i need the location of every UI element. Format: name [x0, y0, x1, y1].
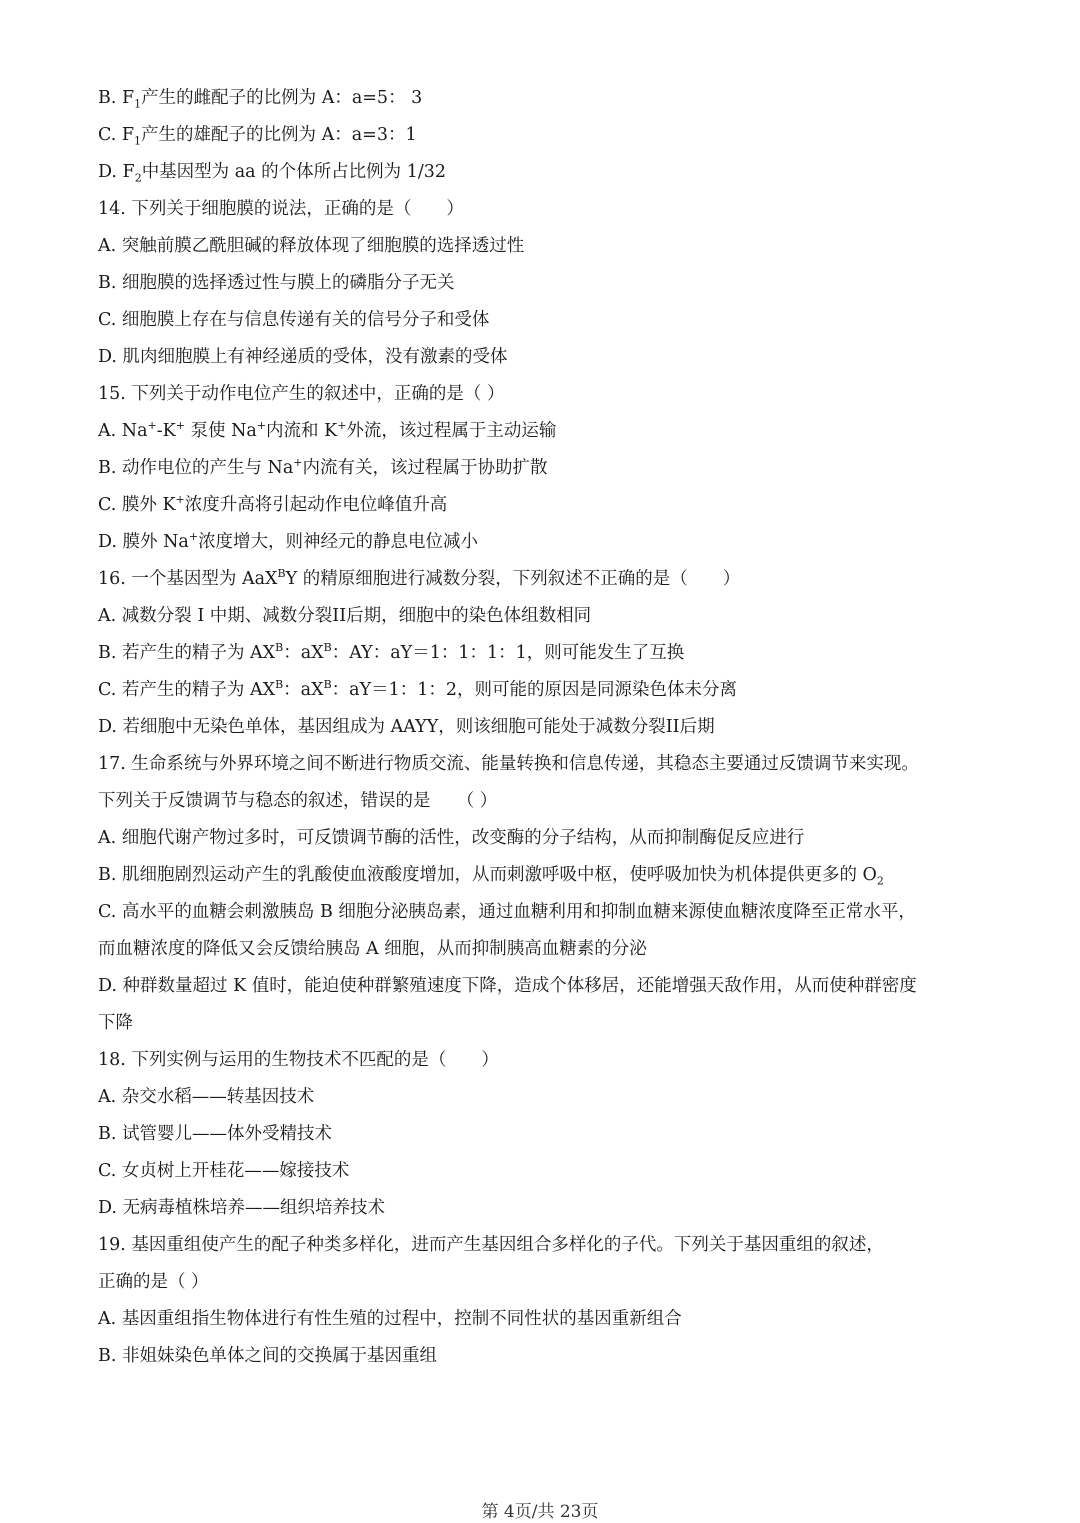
option-15d: D. 膜外 Na+浓度增大，则神经元的静息电位减小 — [98, 530, 479, 552]
question-17-line-1: 17. 生命系统与外界环境之间不断进行物质交流、能量转换和信息传递，其稳态主要通过反馈调节来实现。 — [98, 754, 919, 774]
option-18b: B. 试管婴儿——体外受精技术 — [98, 1124, 332, 1144]
option-13c: C. $F_1$产生的雄配子的比例为 A：a=3：1 — [98, 125, 417, 148]
page-content — [98, 80, 988, 1375]
option-19b: B. 非姐妹染色单体之间的交换属于基因重组 — [98, 1346, 437, 1366]
question-19-line-1: 19. 基因重组使产生的配子种类多样化，进而产生基因组合多样化的子代。下列关于基因重组的叙述， — [98, 1235, 884, 1255]
question-17-line-2: 下列关于反馈调节与稳态的叙述，错误的是 （ ） — [98, 791, 498, 811]
option-14c: C. 细胞膜上存在与信息传递有关的信号分子和受体 — [98, 310, 490, 330]
question-14: 14. 下列关于细胞膜的说法，正确的是（ ） — [98, 199, 464, 219]
option-16c: C. 若产生的精子为 $AX^B$：$aX^B$：aY＝1：1：2，则可能的原因是同源染色体未分离 — [98, 678, 738, 700]
page-number: 第 4页/共 23页 — [481, 1502, 599, 1522]
option-18c: C. 女贞树上开桂花——嫁接技术 — [98, 1161, 350, 1181]
option-15a: A. Na+-K+ 泵使 Na+内流和 K+外流，该过程属于主动运输 — [98, 419, 557, 441]
option-14b: B. 细胞膜的选择透过性与膜上的磷脂分子无关 — [98, 273, 455, 293]
option-17d-line-2: 下降 — [98, 1013, 133, 1033]
option-15b: B. 动作电位的产生与 Na+内流有关，该过程属于协助扩散 — [98, 456, 548, 478]
question-16: 16. 一个基因型为 AaX$^B$Y 的精原细胞进行减数分裂，下列叙述不正确的是（ ） — [98, 567, 741, 589]
option-17c-line-2: 而血糖浓度的降低又会反馈给胰岛 A 细胞，从而抑制胰高血糖素的分泌 — [98, 939, 647, 959]
option-17c-line-1: C. 高水平的血糖会刺激胰岛 B 细胞分泌胰岛素，通过血糖利用和抑制血糖来源使血糖浓度降至正常水平， — [98, 902, 916, 922]
question-19-line-2: 正确的是（ ） — [98, 1272, 209, 1292]
option-15c: C. 膜外 K+浓度升高将引起动作电位峰值升高 — [98, 493, 448, 515]
option-18d: D. 无病毒植株培养——组织培养技术 — [98, 1198, 386, 1218]
option-16b: B. 若产生的精子为 $AX^B$：$aX^B$：AY：aY＝1：1：1：1，则可能发生了互换 — [98, 641, 685, 663]
option-19a: A. 基因重组指生物体进行有性生殖的过程中，控制不同性状的基因重新组合 — [98, 1309, 682, 1329]
option-17d-line-1: D. 种群数量超过 K 值时，能迫使种群繁殖速度下降，造成个体移居，还能增强天敌作用，从而使种群密度 — [98, 976, 917, 996]
option-13b: B. $F_1$产生的雌配子的比例为 A：a=5： 3 — [98, 88, 423, 111]
option-16d: D. 若细胞中无染色单体，基因组成为 AAYY，则该细胞可能处于减数分裂II后期 — [98, 717, 715, 737]
option-17b: B. 肌细胞剧烈运动产生的乳酸使血液酸度增加，从而刺激呼吸中枢，使呼吸加快为机体提供更多的 $O_2$ — [98, 865, 884, 888]
question-15: 15. 下列关于动作电位产生的叙述中，正确的是（ ） — [98, 384, 505, 404]
option-16a: A. 减数分裂 I 中期、减数分裂II后期，细胞中的染色体组数相同 — [98, 606, 592, 626]
option-14d: D. 肌肉细胞膜上有神经递质的受体，没有激素的受体 — [98, 347, 508, 367]
option-17a: A. 细胞代谢产物过多时，可反馈调节酶的活性，改变酶的分子结构，从而抑制酶促反应进行 — [98, 828, 805, 848]
option-13d: D. $F_2$中基因型为 aa 的个体所占比例为 1/32 — [98, 162, 447, 185]
option-18a: A. 杂交水稻——转基因技术 — [98, 1087, 315, 1107]
option-14a: A. 突触前膜乙酰胆碱的释放体现了细胞膜的选择透过性 — [98, 236, 525, 256]
question-18: 18. 下列实例与运用的生物技术不匹配的是（ ） — [98, 1050, 499, 1070]
